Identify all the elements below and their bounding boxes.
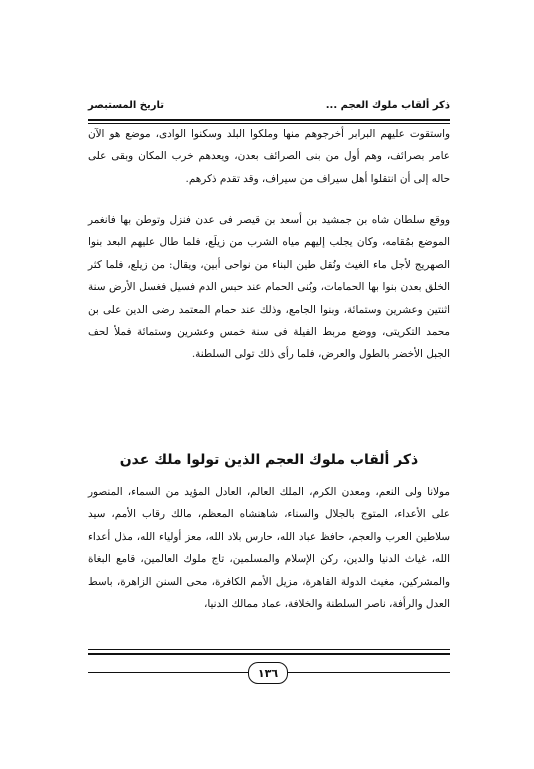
body-paragraph-1: واستقوت عليهم البرابر أخرجوهم منها وملكوا البلد وسكنوا الوادى، موضع هو الآن عامر بصرائف، وهم أول من بنى الصرائف بعدن، ويعدهم خرب المكان وبقى على حاله إلى أن انتقلوا أهل سيراف من سيراف، وقد تقدم ذكرهم.	[88, 128, 450, 185]
footer-rule-thin	[88, 649, 450, 650]
running-header	[88, 98, 450, 118]
body-paragraph-2: ووقع سلطان شاه بن جمشيد بن أسعد بن قيصر فى عدن فنزل وتوطن بها فانغمر الموضع بمُقامه، وكان يجلب إليهم مياه الشرب من زيلَع، فلما طال عليهم البعد بنوا الصهريج لأجل ماء الغيث ونُقل طين البناء من نواحى أبين، ويقال: من زيلع، فلما كثر الخلق بعدن بنوا بها الحمامات، وبُنى الحمام عند حبس الدم فسيل فغسل الأرض سنة اثنتين وعشرين وستمائة، وبنوا الجامع، وذلك عند حمام المعتمد رضى الدين على بن محمد التكريتى، ووضع مربط الفيلة فى سنة خمس وعشرين وستمائة فملأ لحف الجبل الأخضر بالطول والعرض، فلما رأى ذلك تولى السلطنة.	[88, 214, 450, 361]
footer-rule	[88, 653, 450, 655]
book-title: تاريخ المستبصر	[88, 100, 165, 111]
header-rule	[88, 119, 450, 121]
page-number-line-right	[286, 672, 450, 673]
body-paragraph-3: مولانا ولى النعم، ومعدن الكرم، الملك العالم، العادل المؤيد من السماء، المنصور على الأعداء، المتوج بالجلال والسناء، شاهنشاه المعظم، مالك رقاب الأمم، سيد سلاطين العرب والعجم، حافظ عباد الله، حارس بلاد الله، معز أولياء الله، مذل أعداء الله، غياث الدنيا والدين، ركن الإسلام والمسلمين، تاج ملوك العالمين، قامع البغاة والمشركين، مغيث الدولة القاهرة، مزيل الأمم الكافرة، محى السنن الزاهرة، باسط العدل والرأفة، ناصر السلطنة والخلافة، عماد ممالك الدنيا،	[88, 486, 450, 611]
section-heading: ذكر ألقاب ملوك العجم الذين تولوا ملك عدن	[119, 452, 419, 468]
section-running-title: ذكر ألقاب ملوك العجم ...	[325, 100, 450, 111]
page-number-line-left	[88, 672, 248, 673]
page-number	[248, 662, 288, 684]
page-number-text: ١٣٦	[257, 666, 279, 680]
